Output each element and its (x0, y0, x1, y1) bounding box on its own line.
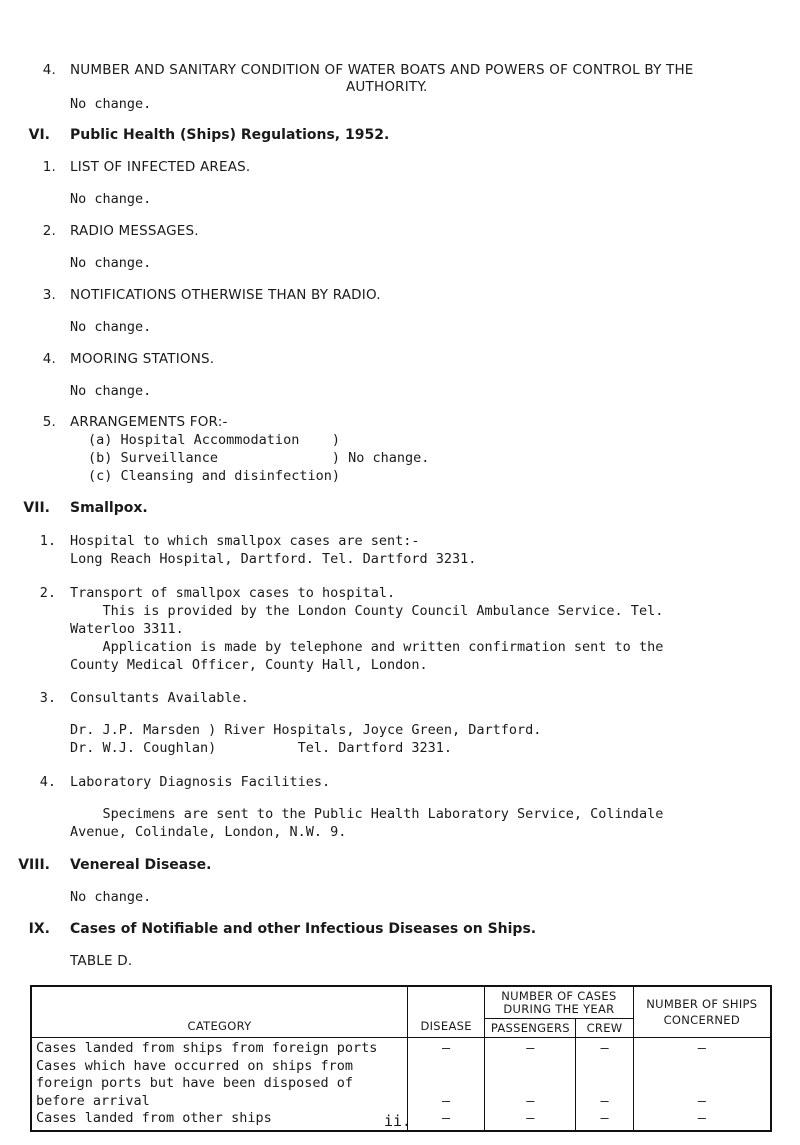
dash: — (442, 1040, 451, 1056)
header-cases-group: NUMBER OF CASES DURING THE YEAR (485, 986, 633, 1019)
item-number: 2. (39, 585, 56, 601)
section-roman-numeral: VII. (23, 500, 50, 516)
dash: — (526, 1110, 535, 1126)
table-row: Cases landed from ships from foreign ports (36, 1040, 378, 1056)
table-row: Cases landed from other ships (36, 1110, 272, 1126)
dash: — (526, 1092, 535, 1109)
dash: — (697, 1092, 706, 1109)
item-number: 2. (42, 223, 56, 239)
header-passengers: PASSENGERS (485, 1019, 576, 1038)
body-text: Long Reach Hospital, Dartford. Tel. Dartford 3231. (70, 551, 477, 567)
item-number: 3. (39, 690, 56, 706)
dash: — (600, 1092, 609, 1109)
passengers-cell (485, 1038, 576, 1131)
item-heading: Consultants Available. (70, 690, 249, 706)
table-category-cell (31, 1038, 408, 1131)
body-text: No change. (70, 319, 152, 335)
item-heading: Laboratory Diagnosis Facilities. (70, 774, 331, 790)
body-text: No change. (70, 383, 152, 399)
table-row-continued: before arrival (36, 1092, 150, 1109)
body-text: No change. (70, 96, 152, 112)
dash: — (600, 1040, 609, 1056)
section-title: Cases of Notifiable and other Infectious Diseases on Ships. (70, 921, 537, 937)
dash: — (697, 1040, 706, 1056)
dash: — (697, 1110, 706, 1126)
body-text: County Medical Officer, County Hall, London. (70, 657, 428, 673)
ships-cell (633, 1038, 771, 1131)
item-heading: RADIO MESSAGES. (70, 223, 199, 239)
item-number: 3. (42, 287, 56, 303)
table-d (30, 985, 772, 1132)
table-row-continued: foreign ports but have been disposed of (36, 1075, 353, 1091)
item-heading: MOORING STATIONS. (70, 351, 215, 367)
header-disease: DISEASE (408, 986, 485, 1038)
arrangement-line: (b) Surveillance ) No change. (88, 450, 430, 466)
section-roman-numeral: VI. (28, 127, 50, 143)
section-title: Smallpox. (70, 500, 148, 516)
body-text: This is provided by the London County Council Ambulance Service. Tel. (70, 603, 664, 619)
dash: — (442, 1110, 451, 1126)
table-row: Cases which have occurred on ships from (36, 1057, 353, 1074)
body-text: No change. (70, 191, 152, 207)
section-title: Public Health (Ships) Regulations, 1952. (70, 127, 390, 143)
body-text: Application is made by telephone and written confirmation sent to the (70, 639, 664, 655)
header-ships: NUMBER OF SHIPS CONCERNED (633, 986, 771, 1038)
disease-cell (408, 1038, 485, 1131)
section-title: Venereal Disease. (70, 857, 212, 873)
section-roman-numeral: VIII. (18, 857, 50, 873)
section-heading-continued: AUTHORITY. (346, 79, 428, 95)
table-title: TABLE D. (70, 953, 133, 969)
body-text: Dr. W.J. Coughlan) Tel. Dartford 3231. (70, 740, 453, 756)
item-number: 4. (42, 62, 56, 78)
item-heading: NOTIFICATIONS OTHERWISE THAN BY RADIO. (70, 287, 381, 303)
body-text: No change. (70, 889, 152, 905)
body-text: Avenue, Colindale, London, N.W. 9. (70, 824, 347, 840)
item-number: 4. (39, 774, 56, 790)
page-number: ii. (384, 1112, 412, 1130)
body-text: Dr. J.P. Marsden ) River Hospitals, Joyce Green, Dartford. (70, 722, 542, 738)
item-heading: ARRANGEMENTS FOR:- (70, 414, 228, 430)
section-heading: NUMBER AND SANITARY CONDITION OF WATER BOATS AND POWERS OF CONTROL BY THE (70, 62, 694, 78)
arrangement-line: (a) Hospital Accommodation ) (88, 432, 340, 448)
item-heading: LIST OF INFECTED AREAS. (70, 159, 251, 175)
body-text: Specimens are sent to the Public Health Laboratory Service, Colindale (70, 806, 664, 822)
item-number: 5. (42, 414, 56, 430)
dash: — (526, 1040, 535, 1056)
section-roman-numeral: IX. (28, 921, 50, 937)
body-text: Hospital to which smallpox cases are sent:- (70, 533, 420, 549)
header-crew: CREW (576, 1019, 633, 1038)
item-number: 1. (42, 159, 56, 175)
arrangement-line: (c) Cleansing and disinfection) (88, 468, 340, 484)
body-text: No change. (70, 255, 152, 271)
item-number: 4. (42, 351, 56, 367)
crew-cell (576, 1038, 633, 1131)
header-category: CATEGORY (31, 986, 408, 1038)
dash: — (600, 1110, 609, 1126)
item-number: 1. (39, 533, 56, 549)
dash: — (442, 1092, 451, 1109)
body-text: Transport of smallpox cases to hospital. (70, 585, 396, 601)
body-text: Waterloo 3311. (70, 621, 184, 637)
